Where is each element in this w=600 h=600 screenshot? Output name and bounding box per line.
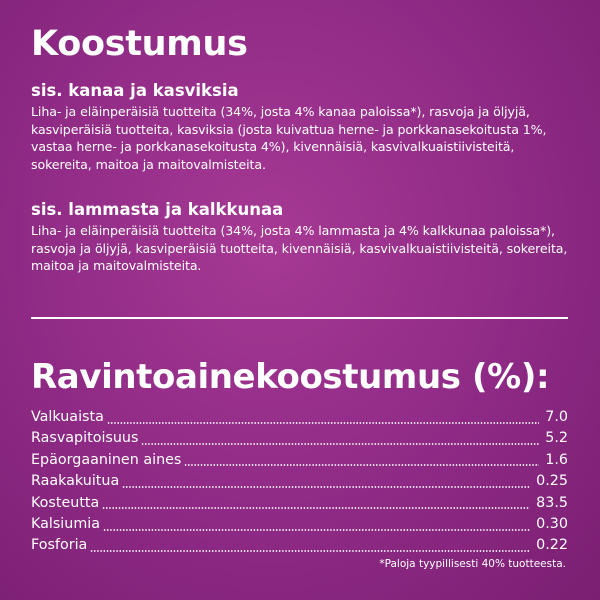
nutrition-label: Raakakuitua [31,473,120,490]
footnote: *Paloja tyypillisesti 40% tuotteesta. [379,558,566,570]
variant-heading: sis. lammasta ja kalkkunaa [31,200,284,219]
nutrition-row-crude-fibre [31,471,568,492]
nutrition-row-calcium [31,514,568,535]
dot-leader [141,442,539,446]
variant-heading: sis. kanaa ja kasviksia [31,81,239,100]
nutrition-value: 1.6 [545,451,568,468]
nutrition-row-fat [31,428,568,449]
nutrition-table [31,407,568,557]
nutrition-value: 0.25 [536,473,568,490]
nutrition-row-protein [31,407,568,428]
nutrition-label: Rasvapitoisuus [31,430,139,447]
variant-ingredients-text: Liha- ja eläinperäisiä tuotteita (34%, josta 4% kanaa paloissa*), rasvoja ja öljyjä, kasviperäisiä tuotteita, kasviksia (josta kuivattua herne- ja porkkanasekoitusta 1%, vastaa herne- ja porkkanasekoitusta 4%), kivennäisiä, kasvivalkuaistiivisteitä, sokereita, maitoa ja maitovalmisteita. [31,104,547,172]
section-divider [31,317,568,319]
nutrition-value: 7.0 [545,409,568,425]
nutrition-row-inorganic-matter [31,450,568,471]
nutrition-label: Valkuaista [31,409,104,425]
nutrition-value: 83.5 [536,494,568,511]
nutrition-value: 5.2 [545,430,568,447]
nutrition-label: Kalsiumia [31,515,100,532]
composition-title: Koostumus [31,24,248,64]
nutrition-row-phosphorus [31,535,568,556]
variant-lamb-turkey [31,199,576,275]
nutrition-value: 0.22 [536,537,568,554]
dot-leader [184,463,539,467]
variant-chicken-vegetables [31,80,576,173]
nutrition-label: Kosteutta [31,494,100,511]
dot-leader [90,549,530,553]
dot-leader [122,485,530,489]
nutrition-title: Ravintoainekoostumus (%): [31,357,550,397]
nutrition-label: Epäorgaaninen aines [31,451,182,468]
nutrition-row-moisture [31,493,568,514]
dot-leader [107,421,539,425]
nutrition-value: 0.30 [536,515,568,532]
nutrition-label: Fosforia [31,537,88,554]
dot-leader [102,506,530,510]
variant-ingredients-text: Liha- ja eläinperäisiä tuotteita (34%, josta 4% lammasta ja 4% kalkkunaa paloissa*), rasvoja ja öljyjä, kasviperäisiä tuotteita, kivennäisiä, kasvivalkuaistiivisteitä, sokereita, maitoa ja maitovalmisteita. [31,223,568,274]
dot-leader [103,528,530,532]
